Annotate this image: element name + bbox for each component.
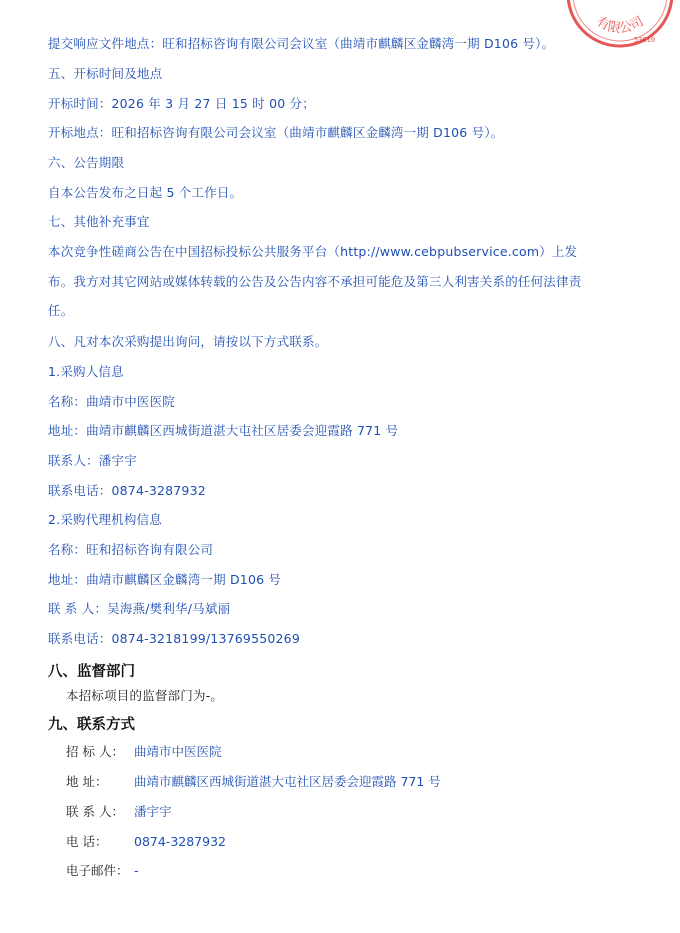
agency-address: 地址：曲靖市麒麟区金麟湾一期 D106 号 [48, 572, 282, 587]
contact-title: 九、联系方式 [48, 717, 135, 733]
submit-location-line: 提交响应文件地点：旺和招标咨询有限公司会议室（曲靖市麒麟区金麟湾一期 D106 号）。 [48, 36, 555, 51]
contact-row-person [66, 804, 172, 820]
company-seal-stamp [560, 0, 680, 54]
contact-row-email [66, 863, 139, 879]
supervision-text: 本招标项目的监督部门为-。 [66, 688, 224, 703]
contact-value: 0874-3287932 [134, 834, 226, 849]
contact-row-phone [66, 834, 226, 850]
seal-text: 有限公司 [593, 14, 647, 37]
supervision-title: 八、监督部门 [48, 664, 135, 680]
contact-label: 电 话： [66, 834, 108, 849]
contact-label: 地 址： [66, 774, 108, 789]
purchaser-name: 名称：曲靖市中医医院 [48, 394, 176, 409]
supplement-paragraph: 本次竞争性磋商公告在中国招标投标公共服务平台（http://www.cebpubservice.com）上发布。我方对其它网站或媒体转载的公告及公告内容不承担可能危及第三人利害关系的任何法律责任。 [48, 244, 582, 318]
section-8-title: 八、凡对本次采购提出询问，请按以下方式联系。 [48, 334, 328, 349]
opening-location-line: 开标地点：旺和招标咨询有限公司会议室（曲靖市麒麟区金麟湾一期 D106 号）。 [48, 125, 504, 140]
svg-text:有限公司 [594, 14, 647, 36]
contact-row-bidder [66, 744, 222, 760]
purchaser-heading: 1.采购人信息 [48, 364, 124, 379]
agency-name: 名称：旺和招标咨询有限公司 [48, 542, 214, 557]
contact-label: 电子邮件： [66, 863, 129, 878]
agency-contact: 联 系 人：吴海燕/樊利华/马斌丽 [48, 601, 231, 616]
contact-value: - [134, 863, 139, 878]
purchaser-contact: 联系人：潘宇宇 [48, 453, 137, 468]
contact-label: 联 系 人： [66, 804, 124, 819]
purchaser-address: 地址：曲靖市麒麟区西城街道湛大屯社区居委会迎霞路 771 号 [48, 423, 399, 438]
agency-phone: 联系电话：0874-3218199/13769550269 [48, 631, 300, 646]
contact-label: 招 标 人： [66, 744, 124, 759]
contact-row-address [66, 774, 441, 790]
opening-time-line: 开标时间：2026 年 3 月 27 日 15 时 00 分； [48, 96, 315, 111]
agency-heading: 2.采购代理机构信息 [48, 512, 162, 527]
section-6-title: 六、公告期限 [48, 155, 125, 170]
contact-value: 曲靖市中医医院 [134, 744, 222, 759]
seal-number: 53010 [634, 36, 656, 44]
contact-value: 曲靖市麒麟区西城街道湛大屯社区居委会迎霞路 771 号 [134, 774, 441, 789]
section-5-title: 五、开标时间及地点 [48, 66, 163, 81]
section-7-title: 七、其他补充事宜 [48, 214, 150, 229]
contact-value: 潘宇宇 [134, 804, 172, 819]
purchaser-phone: 联系电话：0874-3287932 [48, 483, 206, 498]
notice-period-line: 自本公告发布之日起 5 个工作日。 [48, 185, 243, 200]
